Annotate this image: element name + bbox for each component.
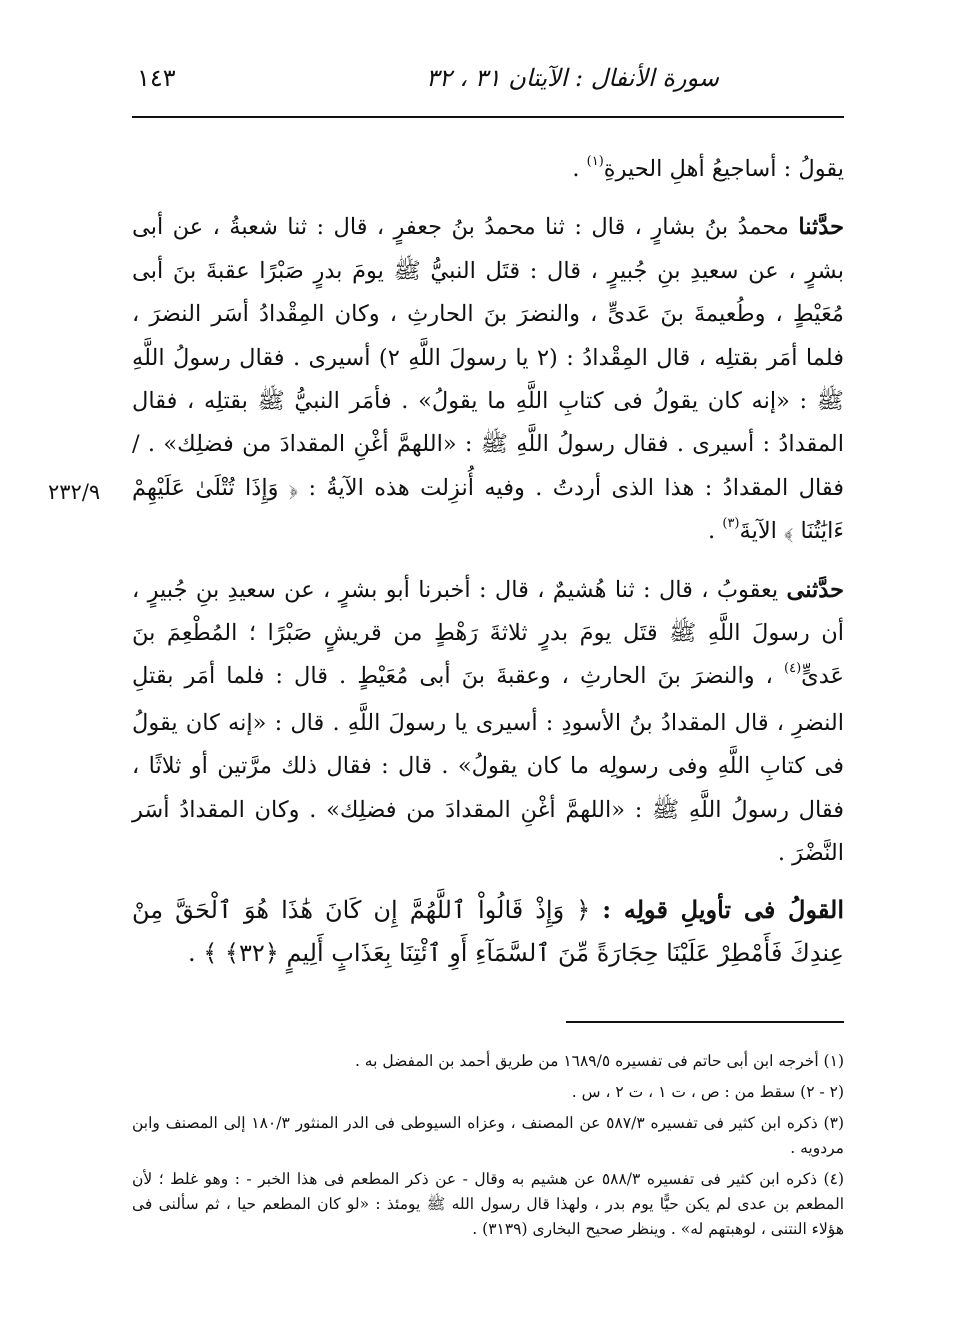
quran-verse: ﴿ وَإِذْ قَالُواْ ٱللَّهُمَّ إِن كَانَ هَٰذَا هُوَ ٱلْحَقَّ مِنْ عِندِكَ فَأَمْطِرْ عَلَيْنَا حِجَارَةً مِّنَ ٱلسَّمَآءِ أَوِ ٱئْتِنَا بِعَذَابٍ أَلِيمٍ ﴿٣٢﴾ ﴾ <box>132 895 844 967</box>
footnote-2: (٢ - ٢) سقط من : ص ، ت ١ ، ت ٢ ، س . <box>571 1083 844 1101</box>
footnote-ref-3[interactable]: (٣) <box>722 516 740 532</box>
footnotes <box>132 1049 844 1248</box>
footnote-ref-4[interactable]: (٤) <box>784 661 802 677</box>
paragraph-3 <box>132 569 844 876</box>
header-rule <box>132 116 844 118</box>
paragraph-2-tail: . <box>708 518 723 545</box>
paragraph-3-text: يعقوبُ ، قال : ثنا هُشيمٌ ، قال : أخبرنا أبو بشرٍ ، عن سعيدِ بنِ جُبيرٍ ، أن رسولَ اللَّهِ ﷺ قتَل يومَ بدرٍ ثلاثةَ رَهْطٍ من قريشٍ صَبْرًا ؛ المُطْعِمَ بنَ عَدىٍّ <box>132 576 844 690</box>
chapter-title: سورة الأنفال : الآيتان ٣١ ، ٣٢ <box>426 64 719 92</box>
paragraph-3-lead: حدَّثنى <box>786 576 844 603</box>
paragraph-1 <box>132 148 844 194</box>
main-text <box>132 148 844 975</box>
footnote-3: (٣) ذكره ابن كثير فى تفسيره ٥٨٧/٣ عن المصنف ، وعزاه السيوطى فى الدر المنثور ١٨٠/٣ إلى المصنف وابن مردويه . <box>132 1114 844 1157</box>
paragraph-3-tail: ، والنضرَ بنَ الحارثِ ، وعقبةَ بنَ أبى مُعَيْطٍ . قال : فلما أمَر بقتلِ النضرِ ، قال المقدادُ بنُ الأسودِ : أسيرى يا رسولَ اللَّهِ . قال : «إنه كان يقولُ فى كتابِ اللَّهِ وفى رسولِه ما كان يقولُ» . قال : فقال ذلك مرَّتين أو ثلاثًا ، فقال رسولُ اللَّهِ ﷺ : «اللهمَّ أغْنِ المقدادَ من فضلِك» . وكان المقدادُ أسَر النَّضْرَ . <box>132 663 844 867</box>
paragraph-2 <box>132 206 844 556</box>
footnote-ref-1[interactable]: (١) <box>586 154 604 169</box>
quran-section-lead: القولُ فى تأويلِ قولِه : <box>602 894 845 924</box>
margin-reference: ٢٣٢/٩ <box>48 480 101 504</box>
footnote-4: (٤) ذكره ابن كثير فى تفسيره ٥٨٨/٣ عن هشيم به وقال - عن ذكر المطعم فى هذا الخبر - : وهو غلط ؛ لأن المطعم بن عدى لم يكن حيًّا يوم بدر ، ولهذا قال رسول الله ﷺ يومئذ : «لو كان المطعم حيا ، ثم سألنى فى هؤلاء النتنى ، لوهبتهم له» . وينظر صحيح البخارى (٣١٣٩) . <box>132 1170 844 1238</box>
paragraph-1-text: يقولُ : أساجيعُ أهلِ الحيرةِ <box>603 156 844 182</box>
paragraph-2-lead: حدَّثنا <box>798 214 844 241</box>
paragraph-1-tail: . <box>572 156 587 182</box>
paragraph-2-text: محمدُ بنُ بشارٍ ، قال : ثنا محمدُ بنُ جعفرٍ ، قال : ثنا شعبةُ ، عن أبى بشرٍ ، عن سعيدِ بنِ جُبيرٍ ، قال : قتَل النبيُّ ﷺ يومَ بدرٍ صَبْرًا عقبةَ بنَ أبى مُعَيْطٍ ، وطُعيمةَ بنَ عَدىٍّ ، والنضرَ بنَ الحارثِ ، وكان المِقْدادُ أسَر النضرَ ، فلما أمَر بقتلِه ، قال المِقْدادُ : (٢ يا رسولَ اللَّهِ ٢) أسيرى . فقال رسولُ اللَّهِ ﷺ : «إنه كان يقولُ فى كتابِ اللَّهِ ما يقولُ» . فأمَر النبيُّ ﷺ بقتلِه ، فقال المقدادُ : أسيرى . فقال رسولُ اللَّهِ ﷺ : «اللهمَّ أغْنِ المقدادَ من فضلِك» . / فقال المقدادُ : هذا الذى أردتُ . وفيه أُنزِلت هذه الآيةُ : ﴿ وَإِذَا تُتْلَىٰ عَلَيْهِمْ ءَايَٰتُنَا ﴾ الآيةَ <box>132 214 844 545</box>
quran-section-tail: . <box>187 938 204 967</box>
running-header <box>132 58 844 108</box>
footnote-1: (١) أخرجه ابن أبى حاتم فى تفسيره ١٦٨٩/٥ من طريق أحمد بن المفضل به . <box>354 1052 844 1070</box>
quran-section <box>132 888 844 976</box>
page-number: ١٤٣ <box>137 64 176 92</box>
footnote-rule <box>566 1021 844 1023</box>
